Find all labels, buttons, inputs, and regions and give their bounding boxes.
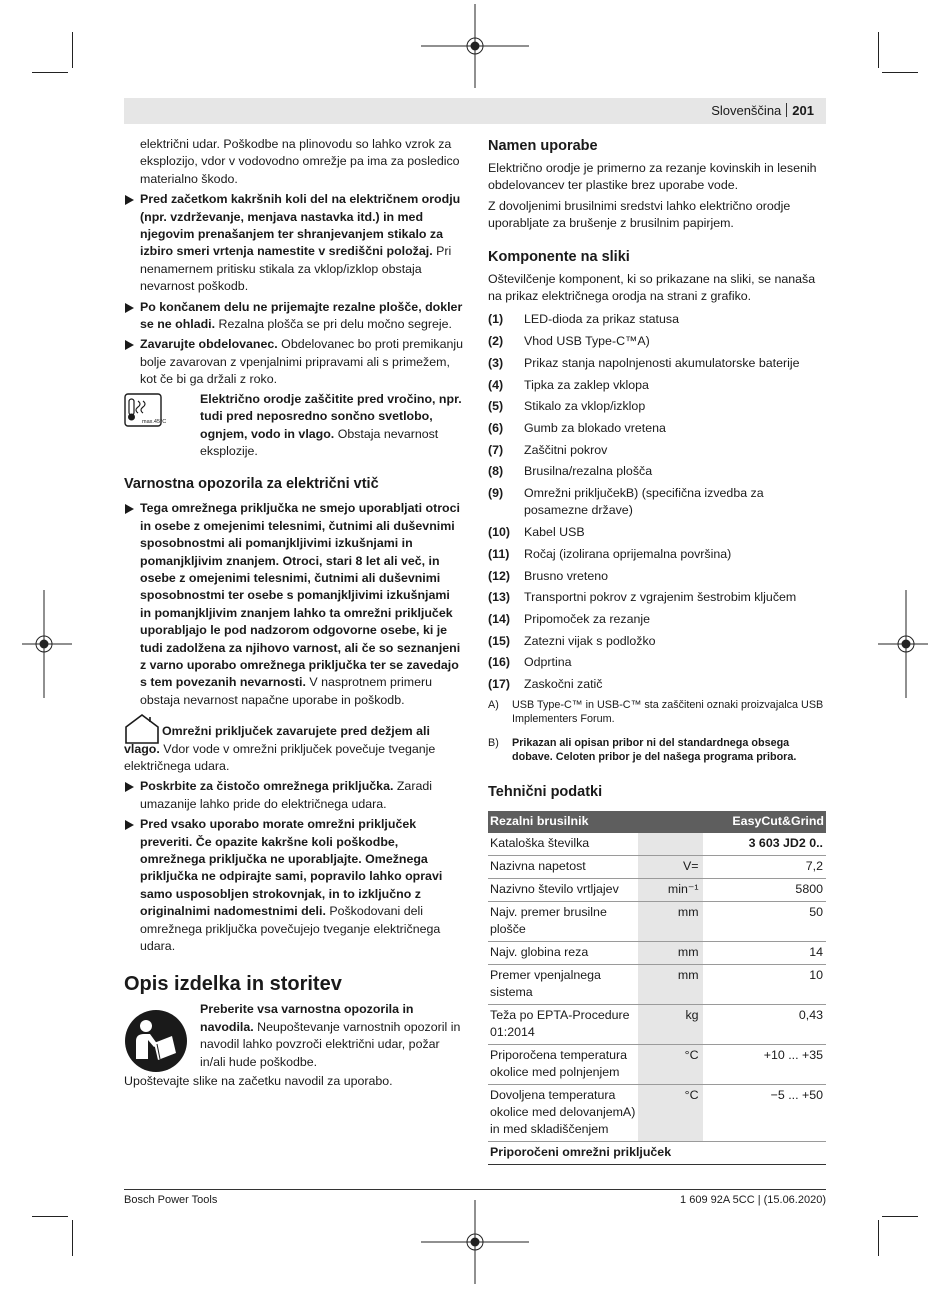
component-item xyxy=(488,611,826,628)
component-item xyxy=(488,568,826,585)
table-row xyxy=(488,855,826,878)
crop-mark xyxy=(878,32,879,68)
component-number: (6) xyxy=(488,420,504,435)
table-row xyxy=(488,878,826,901)
table-row-recommended-plug xyxy=(488,1141,826,1164)
component-label: Kabel USB xyxy=(524,525,585,540)
component-label: Transportni pokrov z vgrajenim šestrobim ključem xyxy=(524,590,797,605)
plug-safety-heading: Varnostna opozorila za električni vtič xyxy=(124,476,379,493)
registration-mark-top-icon xyxy=(421,4,529,88)
spec-label: Dovoljena temperatura okolice med delovanjemA) in med skladiščenjem xyxy=(488,1084,638,1141)
technical-data-table xyxy=(488,811,826,1165)
component-number: (5) xyxy=(488,399,504,414)
technical-data-heading: Tehnični podatki xyxy=(488,783,603,800)
component-label: Brusno vreteno xyxy=(524,568,609,583)
spec-label: Najv. globina reza xyxy=(488,941,638,964)
read-manual-icon xyxy=(124,1009,188,1073)
crop-mark xyxy=(882,1216,918,1217)
footer-doc-id: 1 609 92A 5CC | (15.06.2020) xyxy=(680,1194,826,1206)
crop-mark xyxy=(72,1220,73,1256)
component-label: Gumb za blokado vretena xyxy=(524,420,666,435)
spec-unit: min⁻¹ xyxy=(638,878,702,901)
plug-warning-bullet: Poskrbite za čistočo omrežnega priključka. Zaradi umazanije lahko pride do električnega udara. xyxy=(124,778,464,813)
spec-value: 10 xyxy=(703,964,826,1004)
component-number: (7) xyxy=(488,442,504,457)
component-number: (12) xyxy=(488,568,511,583)
component-item xyxy=(488,463,826,480)
spec-label: Kataloška številka xyxy=(488,833,638,856)
component-item xyxy=(488,676,826,693)
component-number: (3) xyxy=(488,355,504,370)
component-number: (10) xyxy=(488,525,511,540)
spec-label: Najv. premer brusilne plošče xyxy=(488,901,638,941)
component-label: Stikalo za vklop/izklop xyxy=(524,399,646,414)
house-icon xyxy=(124,713,160,745)
crop-mark xyxy=(882,72,918,73)
spec-value: 3 603 JD2 0.. xyxy=(703,833,826,856)
spec-value: +10 ... +35 xyxy=(703,1044,826,1084)
registration-mark-bottom-icon xyxy=(421,1200,529,1284)
component-label: Pripomoček za rezanje xyxy=(524,611,651,626)
spec-unit: mm xyxy=(638,941,702,964)
component-item xyxy=(488,654,826,671)
component-item xyxy=(488,546,826,563)
component-label: Vhod USB Type-C™A) xyxy=(524,334,650,349)
component-label: Ročaj (izolirana oprijemalna površina) xyxy=(524,546,732,561)
table-row xyxy=(488,1084,826,1141)
registration-mark-right-icon xyxy=(878,590,928,698)
header-language: Slovenščina xyxy=(711,103,782,118)
components-heading: Komponente na sliki xyxy=(488,248,630,265)
spec-value: 7,2 xyxy=(703,855,826,878)
spec-label: Nazivna napetost xyxy=(488,855,638,878)
table-header-row xyxy=(488,811,826,833)
component-label: LED-dioda za prikaz statusa xyxy=(524,312,679,327)
component-number: (8) xyxy=(488,464,504,479)
spec-value: 50 xyxy=(703,901,826,941)
component-number: (14) xyxy=(488,611,511,626)
table-row xyxy=(488,1004,826,1044)
component-label: Odprtina xyxy=(524,655,572,670)
component-number: (17) xyxy=(488,677,511,692)
spec-value: 14 xyxy=(703,941,826,964)
table-row xyxy=(488,1044,826,1084)
heat-warning-icon xyxy=(124,393,167,427)
component-item xyxy=(488,377,826,394)
component-number: (16) xyxy=(488,655,511,670)
page-header xyxy=(124,98,826,124)
header-text xyxy=(711,102,814,119)
spec-unit: °C xyxy=(638,1044,702,1084)
table-row xyxy=(488,833,826,856)
spec-label: Nazivno število vrtljajev xyxy=(488,878,638,901)
component-label: Zatezni vijak s podložko xyxy=(524,633,656,648)
right-column xyxy=(488,136,826,1165)
intended-use-text: Električno orodje je primerno za rezanje kovinskih in lesenih obdelovancev ter plastike brez uporabe vode. xyxy=(488,161,817,193)
component-item xyxy=(488,355,826,372)
warning-bullet: Po končanem delu ne prijemajte rezalne plošče, dokler se ne ohladi. Rezalna plošča se pri delu močno segreje. xyxy=(124,299,464,334)
recommended-plug-label: Priporočeni omrežni priključek xyxy=(488,1141,826,1164)
component-number: (2) xyxy=(488,334,504,349)
table-row xyxy=(488,901,826,941)
component-item xyxy=(488,442,826,459)
spec-value: −5 ... +50 xyxy=(703,1084,826,1141)
crop-mark xyxy=(878,1220,879,1256)
spec-label: Teža po EPTA-Procedure 01:2014 xyxy=(488,1004,638,1044)
registration-mark-left-icon xyxy=(22,590,72,698)
house-warning: Omrežni priključek zavarujete pred dežjem ali vlago. Vdor vode v omrežni priključek povečuje tveganje električnega udara. xyxy=(124,723,464,775)
spec-unit: V= xyxy=(638,855,702,878)
spec-label: Priporočena temperatura okolice med polnjenjem xyxy=(488,1044,638,1084)
components-intro: Oštevilčenje komponent, ki so prikazane na sliki, se nanaša na prikaz električnega orodja na strani z grafiko. xyxy=(488,271,816,304)
component-item xyxy=(488,311,826,328)
spec-unit: mm xyxy=(638,964,702,1004)
page-number: 201 xyxy=(792,103,814,118)
footer-brand: Bosch Power Tools xyxy=(124,1194,218,1206)
table-header-model: EasyCut&Grind xyxy=(703,811,826,833)
component-label: Omrežni priključekB) (specifična izvedba za posamezne države) xyxy=(524,486,764,518)
component-number: (13) xyxy=(488,590,511,605)
spec-unit: kg xyxy=(638,1004,702,1044)
component-number: (15) xyxy=(488,633,511,648)
spec-unit: °C xyxy=(638,1084,702,1141)
component-item xyxy=(488,485,826,520)
plug-warning-bullet: Pred vsako uporabo morate omrežni priključek preveriti. Če opazite kakršne koli poškodbe, omrežnega priključka ne uporabljajte. Omežnega priključka ne odpirajte sami, popravilo lahko opravi samo usposobljen strokovnjak, in to izključno z originalnimi nadomestnimi deli. Poškodovani deli omrežnega priključka povečujejo tveganje električnega udara. xyxy=(124,816,464,955)
plug-warning-bullet: Tega omrežnega priključka ne smejo uporabljati otroci in osebe z omejenimi telesnimi, čutnimi ali duševnimi sposobnostmi ali pomanjkljivimi izkušnjami in pomanjkljivim znanjem. Otroci, stari 8 let ali več, in osebe z omejenimi telesnimi, čutnimi ali duševnimi sposobnostmi ter osebe s pomanjkljivimi izkušnjami in pomanjkljivim znanjem lahko ta omrežni priključek uporabljajo le pod nadzorom odgovorne osebe, ki je tudi zadolžena za njihovo varnost, ali če so seznanjeni z varno uporabo omrežnega priključka ter se zavedajo s tem povezanih nevarnosti. V nasprotnem primeru obstaja nevarnost napačne uporabe in poškodb. xyxy=(124,500,464,709)
component-label: Zaskočni zatič xyxy=(524,677,603,692)
spec-value: 5800 xyxy=(703,878,826,901)
warning-bullet: Pred začetkom kakršnih koli del na električnem orodju (npr. vzdrževanje, menjava nastavka itd.) in med njegovim prenašanjem ter shranjevanjem stikalo za izbiro smeri vrtenja namestite v središčni položaj. Pri nenamernem pritisku stikala za vklop/izklop obstaja nevarnost poškodb. xyxy=(124,191,464,295)
component-number: (1) xyxy=(488,312,504,327)
components-list xyxy=(488,311,826,693)
component-label: Zaščitni pokrov xyxy=(524,442,608,457)
component-item xyxy=(488,633,826,650)
component-number: (9) xyxy=(488,486,504,501)
heat-warning: max.45°C Električno orodje zaščitite pred vročino, npr. tudi pred neposredno sončno svetlobo, ognjem, vodo in vlago. Obstaja nevarnost eksplozije. xyxy=(124,391,464,461)
intended-use-heading: Namen uporabe xyxy=(488,138,598,154)
crop-mark xyxy=(72,32,73,68)
product-description-heading: Opis izdelka in storitev xyxy=(124,973,342,996)
intro-text: električni udar. Poškodbe na plinovodu so lahko vzrok za eksplozijo, vdor v vodovodno omrežje pa ima za posledico materialno škodo. xyxy=(140,137,460,186)
warning-bullet: Zavarujte obdelovanec. Obdelovanec bo proti premikanju bolje zavarovan z vpenjalnimi pripravami ali s primežem, kot če bi ga držali z roko. xyxy=(124,336,464,388)
component-item xyxy=(488,420,826,437)
images-note: Upoštevajte slike na začetku navodil za uporabo. xyxy=(124,1074,393,1089)
crop-mark xyxy=(32,72,68,73)
component-label: Prikaz stanja napolnjenosti akumulatorske baterije xyxy=(524,355,800,370)
component-label: Tipka za zaklep vklopa xyxy=(524,377,649,392)
component-item xyxy=(488,398,826,415)
svg-text:max.45°C: max.45°C xyxy=(142,418,167,425)
footnote-b: B) Prikazan ali opisan pribor ni del standardnega obsega dobave. Celoten pribor je del našega programa pribora. xyxy=(488,736,797,763)
table-row xyxy=(488,964,826,1004)
spec-value: 0,43 xyxy=(703,1004,826,1044)
intended-use-text: Z dovoljenimi brusilnimi sredstvi lahko električno orodje uporabljate za brušenje z brusilnim papirjem. xyxy=(488,198,791,231)
table-header-label: Rezalni brusilnik xyxy=(488,811,703,833)
footer-divider xyxy=(124,1189,826,1190)
crop-mark xyxy=(32,1216,68,1217)
component-label: Brusilna/rezalna plošča xyxy=(524,464,653,479)
component-item xyxy=(488,524,826,541)
table-row xyxy=(488,941,826,964)
spec-label: Premer vpenjalnega sistema xyxy=(488,964,638,1004)
read-manual-warning: Preberite vsa varnostna opozorila in navodila. Neupoštevanje varnostnih opozoril in navodil lahko povzroči električni udar, požar in/ali hude poškodbe. xyxy=(124,1001,464,1075)
component-item xyxy=(488,333,826,350)
component-item xyxy=(488,589,826,606)
left-column xyxy=(124,136,464,1091)
footnote-a: A) USB Type-C™ in USB-C™ sta zaščiteni oznaki proizvajalca USB Implementers Forum. xyxy=(488,698,824,725)
component-number: (4) xyxy=(488,377,504,392)
component-number: (11) xyxy=(488,546,510,561)
spec-unit xyxy=(638,833,702,856)
spec-unit: mm xyxy=(638,901,702,941)
